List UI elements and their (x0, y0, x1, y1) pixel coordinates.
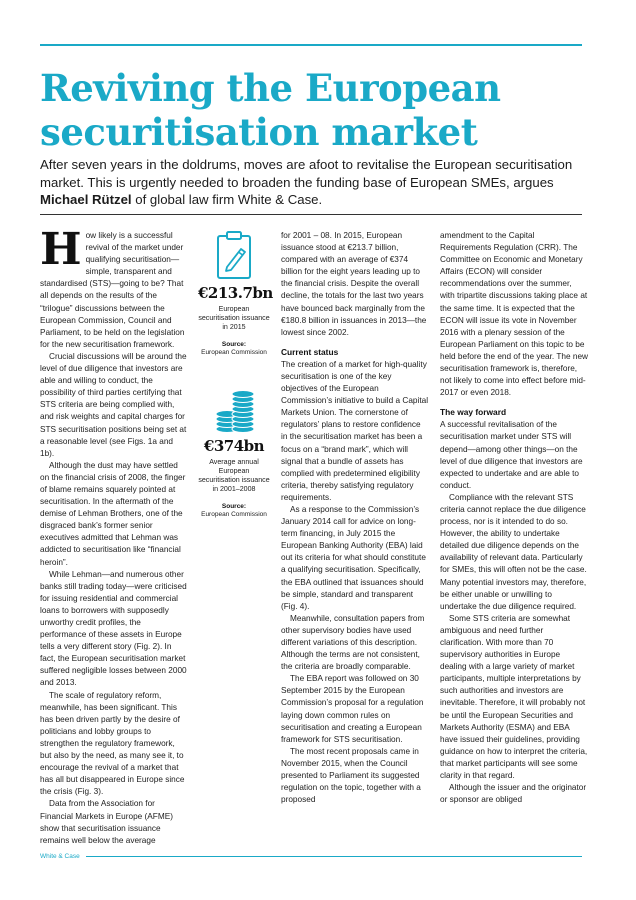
paragraph: The EBA report was followed on 30 September 2015 by the European Commission’s proposal for a regulation laying down common rules on securitisation and creating a European framework for STS securitisation. (281, 674, 424, 744)
clipboard-pencil-icon (214, 230, 254, 280)
paragraph: Some STS criteria are somewhat ambiguous and need further clarification. With more than 70 supervisory authorities in Europe dealing with a large variety of market participants, multiple interpretations by such authorities and investors are inevitable. Therefore, it will probably not be until the European Securities and Markets Authority (ESMA) and EBA have issued their guidelines, providing guidance on how to interpret the criteria, that market participants will see some clarity in that regard. (440, 613, 588, 781)
stat-average-issuance (198, 389, 270, 519)
author-name: Michael Rützel (40, 192, 132, 207)
paragraph: Although the dust may have settled on the financial crisis of 2008, the finger of blame remains squarely pointed at securitisation. In the aftermath of the demise of Lehman Brothers, one of the disgraced bank’s former senior executives admitted that Lehman was addicted to securitisation like “financial heroin”. (40, 460, 186, 567)
top-accent-rule (40, 44, 582, 46)
drop-cap: H (40, 224, 82, 275)
section-heading: Current status (281, 346, 339, 357)
source-label: Source: (221, 503, 247, 510)
stat-value: €213.7bn (198, 284, 273, 302)
title-line-2: securitisation market (40, 110, 478, 154)
article-column-1 (40, 224, 188, 847)
stats-sidebar (198, 230, 273, 519)
coin-stacks-icon (211, 389, 257, 433)
source-text: European Commission (201, 349, 267, 356)
paragraph: How likely is a successful revival of the market under qualifying securitisation—simple, transparent and standardised (STS)—going to be? That all depends on the results of the “trilogue” discussions between the European Commission, Council and Parliament, to be held on the legislation for the new securitisation framework. (40, 224, 185, 349)
paragraph: The creation of a market for high-quality securitisation is one of the key objectives of the European Commission’s initiative to build a Capital Markets Union. The cornerstone of regulators’ plans to restore confidence in the securitisation market has been a focus on a “brand mark”, which will signal that a bundle of assets has complied with predetermined eligibility criteria, thereby satisfying regulatory requirements. (281, 359, 429, 502)
paragraph: A successful revitalisation of the securitisation market under STS will depend—among other things—on the level of due diligence that investors are expected to undertake and are able to conduct. (440, 420, 583, 490)
paragraph: Compliance with the relevant STS criteria cannot replace the due diligence process, nor is it intended to do so. However, the ability to undertake detailed due diligence depends on the availability of relevant data. Particularly for SMEs, this will often not be the case. Many potential investors may, therefore, be either unable or unwilling to undertake the due diligence required. (440, 492, 587, 611)
paragraph: The scale of regulatory reform, meanwhile, has been significant. This has been driven partly by the desire of politicians and lobby groups to strengthen the regulatory framework, but also by the need, as many see it, to encourage the revival of a market that has all but disappeared in Europe since the crisis (Fig. 3). (40, 690, 185, 797)
article-column-2 (281, 230, 429, 806)
standfirst-text-end: of global law firm White & Case. (131, 192, 323, 207)
source-label: Source: (221, 341, 247, 348)
paragraph: As a response to the Commission’s January 2014 call for advice on long-term financing, in July 2015 the European Banking Authority (EBA) laid out its criteria for what should constitute a qualifying securitisation. Specifically, the EBA outlined that issuances should be simple, standard and transparent (Fig. 4). (281, 504, 426, 611)
stat-issuance-2015 (198, 230, 273, 357)
paragraph: Crucial discussions will be around the level of due diligence that investors are able and willing to conduct, the possibility of third parties certifying that STS criteria are being complied with, and risk weights and capital charges for STS securitisation positions being set at a reasonable level (see Figs. 1a and 1b). (40, 351, 187, 458)
stat-description: Average annual European securitisation issuance in 2001–2008 (198, 458, 270, 493)
standfirst-divider (40, 214, 582, 215)
paragraph: While Lehman—and numerous other banks still trading today—were criticised for issuing residential and commercial loans to borrowers with supposedly unworthy credit profiles, the performance of these assets in Europe tells a very different story (Fig. 2). In fact, the European securitisation market suffered negligible losses between 2000 and 2013. (40, 569, 187, 688)
footer-rule (40, 856, 582, 857)
page-title (40, 66, 600, 154)
paragraph: The most recent proposals came in November 2015, when the Council presented to Parliament its suggested regulation on the topic, together with a proposed (281, 746, 421, 805)
paragraph: for 2001 – 08. In 2015, European issuance stood at €213.7 billion, compared with an average of €374 billion for the eight years leading up to the financial crisis. Despite the overall decline, the totals for the last two years have bounced back marginally from the €180.8 billion in issuances in 2013—the lowest since 2002. (281, 231, 427, 337)
footer-publisher: White & Case (40, 852, 86, 861)
section-heading: The way forward (440, 407, 507, 418)
standfirst (40, 156, 588, 209)
title-line-1: Reviving the European (40, 66, 501, 110)
stat-description: European securitisation issuance in 2015 (198, 305, 270, 331)
paragraph: Meanwhile, consultation papers from other supervisory bodies have used different variations of this description. Although the terms are not consistent, the criteria are broadly comparable. (281, 613, 425, 672)
stat-value: €374bn (203, 437, 265, 455)
paragraph: amendment to the Capital Requirements Regulation (CRR). The Committee on Economic and Monetary Affairs (ECON) will consider recommendations over the summer, with tripartite discussions taking place at the same time. It is expected that the ECON will issue its vote in November 2016 with a plenary session of the European Parliament on this topic to be held before the end of the year. The new securitisation framework is, therefore, not likely to come into effect before mid-2017 or even 2018. (440, 231, 588, 398)
paragraph: Although the issuer and the originator or sponsor are obliged (440, 783, 587, 805)
paragraph: Data from the Association for Financial Markets in Europe (AFME) show that securitisation issuance remains well below the average (40, 799, 173, 845)
standfirst-text: After seven years in the doldrums, moves are afoot to revitalise the European securitisation market. This is urgently needed to broaden the funding base of European SMEs, argues (40, 157, 573, 190)
article-column-3 (440, 230, 588, 806)
source-text: European Commission (201, 511, 267, 518)
